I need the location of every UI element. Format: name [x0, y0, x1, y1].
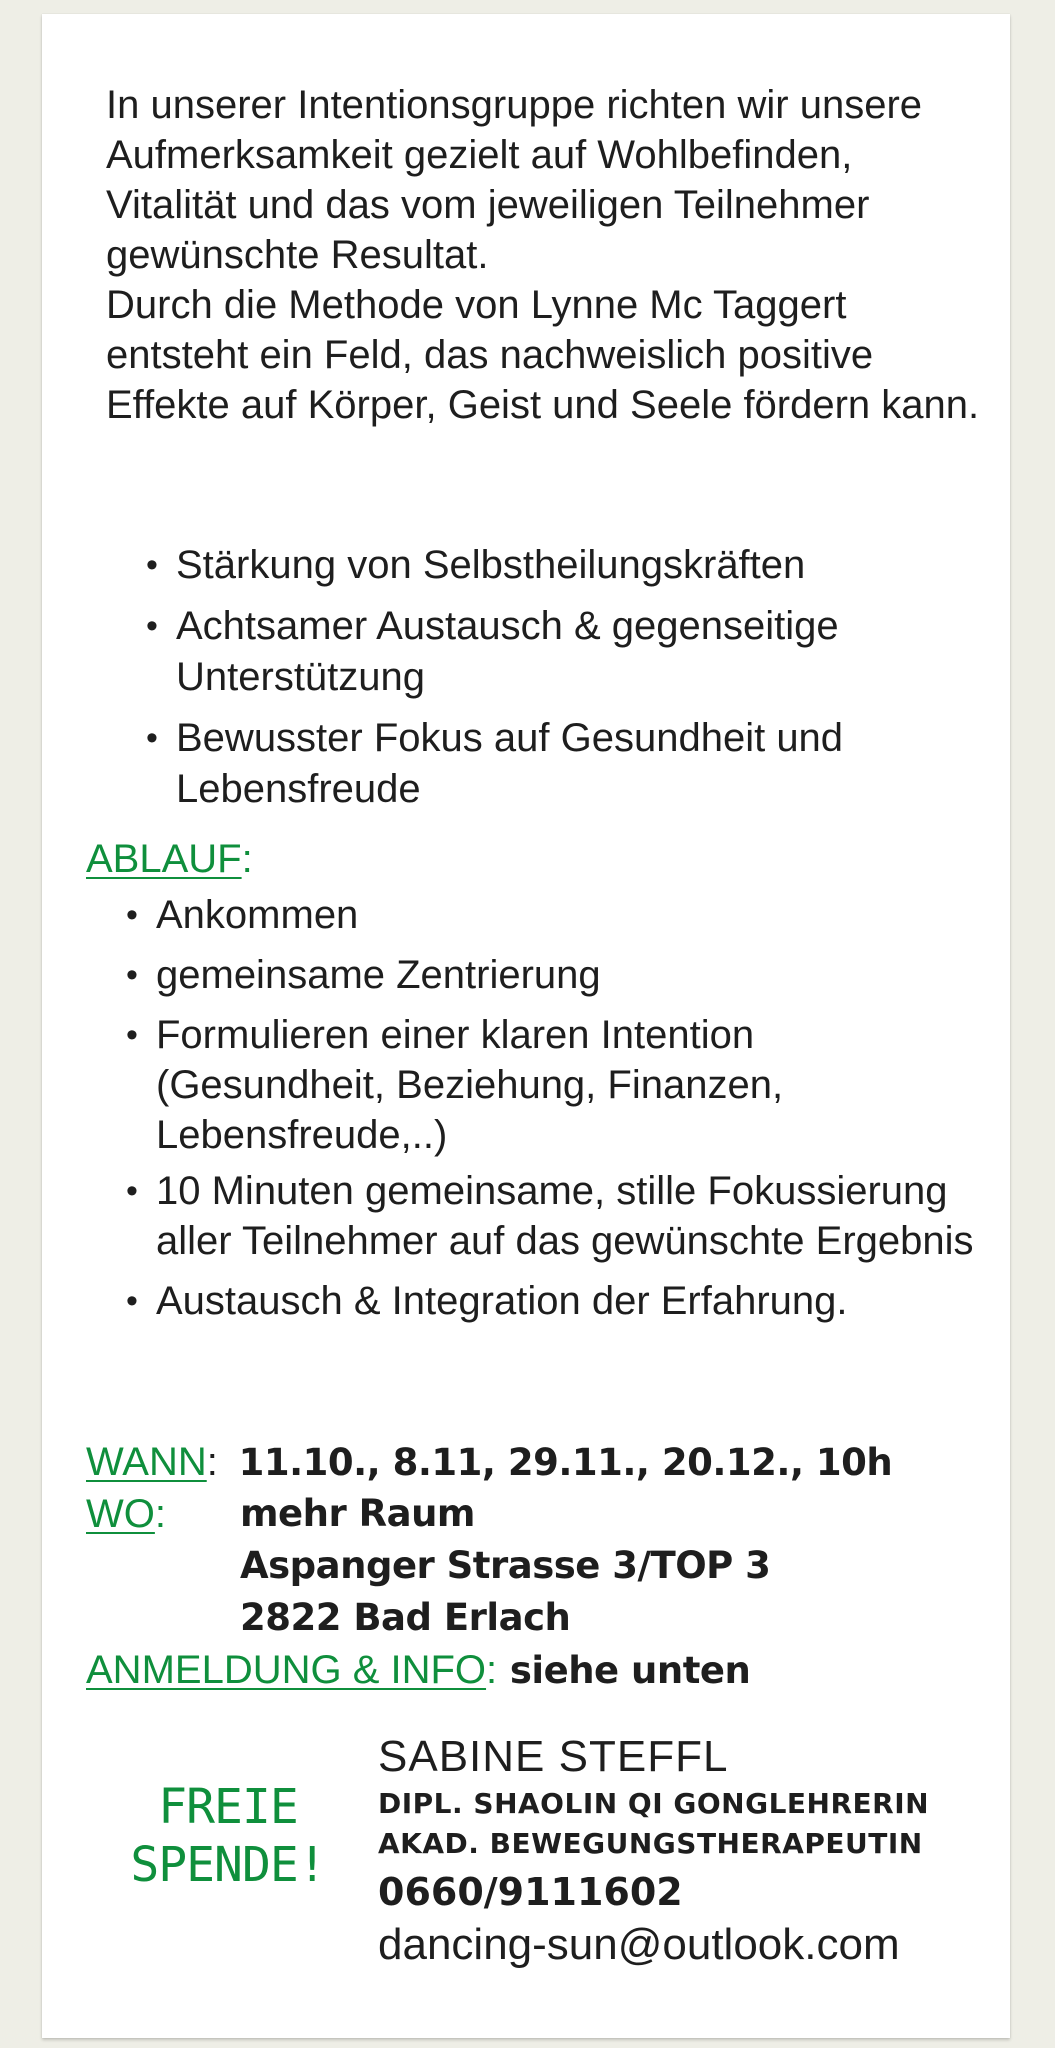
donation-line-1: FREIE — [158, 1779, 298, 1835]
wo-row-3 — [86, 1592, 986, 1644]
event-details — [86, 1436, 986, 1696]
intro-paragraph-2: Durch die Methode von Lynne Mc Taggert entsteht ein Feld, das nachweislich positive Effekte auf Körper, Geist und Seele fördern kann. — [106, 283, 980, 427]
benefits-list — [146, 540, 986, 825]
contact-phone: 0660/9111602 — [378, 1870, 683, 1914]
wo-label: WO — [86, 1492, 155, 1536]
list-item: • 10 Minuten gemeinsame, stille Fokussierung aller Teilnehmer auf das gewünschte Ergebnis — [126, 1166, 986, 1266]
donation-badge — [118, 1778, 338, 1894]
anmeldung-value: siehe unten — [509, 1649, 751, 1692]
contact-email: dancing-sun@outlook.com — [378, 1920, 900, 1969]
donation-line-2: SPENDE! — [130, 1837, 326, 1893]
wann-value: 11.10., 8.11, 29.11., 20.12., 10h — [238, 1441, 893, 1484]
anmeldung-colon: : — [486, 1648, 498, 1692]
intro-paragraph-1: In unserer Intentionsgruppe richten wir unsere Aufmerksamkeit gezielt auf Wohlbefinden, Vitalität und das vom jeweiligen Teilnehmer gewünschte Resultat. — [106, 83, 923, 277]
wo-colon: : — [154, 1492, 166, 1536]
anmeldung-row — [86, 1644, 986, 1696]
contact-title-2: AKAD. BEWEGUNGSTHERAPEUTIN — [378, 1827, 923, 1860]
wo-line-3: 2822 Bad Erlach — [240, 1596, 571, 1639]
list-item: • Bewusster Fokus auf Gesundheit und Lebensfreude — [146, 713, 986, 815]
list-item: • Formulieren einer klaren Intention (Gesundheit, Beziehung, Finanzen, Lebensfreude,..) — [126, 1010, 986, 1160]
wo-line-1: mehr Raum — [240, 1492, 475, 1535]
ablauf-heading-colon: : — [241, 837, 253, 881]
ablauf-heading-label: ABLAUF — [86, 837, 242, 881]
list-item: • gemeinsame Zentrierung — [126, 950, 986, 1000]
anmeldung-label: ANMELDUNG & INFO — [86, 1648, 487, 1692]
wo-row-2 — [86, 1540, 986, 1592]
wann-label: WANN — [86, 1440, 207, 1484]
wann-colon: : — [206, 1440, 218, 1484]
contact-name: SABINE STEFFL — [378, 1732, 729, 1781]
wo-row — [86, 1488, 986, 1540]
list-item: • Austausch & Integration der Erfahrung. — [126, 1276, 986, 1326]
ablauf-list — [126, 890, 986, 1336]
wann-row — [86, 1436, 986, 1488]
contact-block — [378, 1730, 998, 1972]
list-item: • Achtsamer Austausch & gegenseitige Unterstützung — [146, 601, 986, 703]
ablauf-heading — [86, 834, 253, 884]
contact-title-1: DIPL. SHAOLIN QI GONGLEHRERIN — [378, 1787, 930, 1820]
wo-line-2: Aspanger Strasse 3/TOP 3 — [240, 1544, 771, 1587]
intro-text — [106, 80, 986, 430]
list-item: • Stärkung von Selbstheilungskräften — [146, 540, 986, 591]
list-item: • Ankommen — [126, 890, 986, 940]
